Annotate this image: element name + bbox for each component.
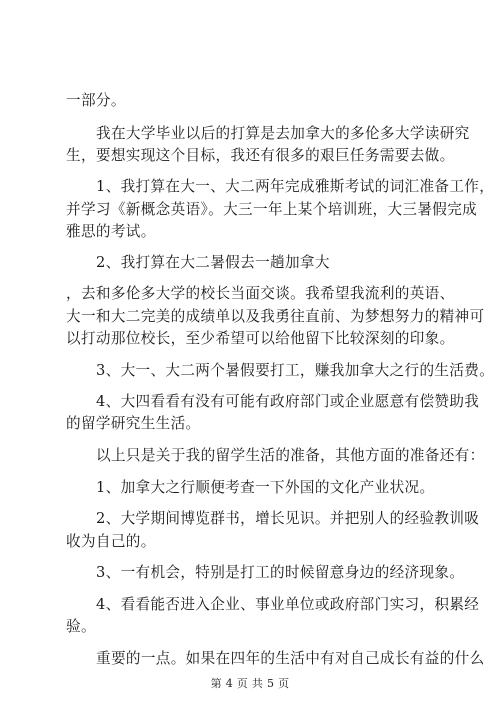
text-line-5: 并学习《新概念英语》。大三一年上某个培训班，大三暑假完成 (66, 201, 478, 218)
text-line-1: 一部分。 (66, 92, 126, 109)
text-line-19: 4、看看能否进入企业、事业单位或政府部门实习，积累经 (96, 596, 480, 613)
text-line-7: 2、我打算在大二暑假去一趟加拿大 (96, 254, 330, 271)
text-line-20: 验。 (66, 618, 96, 635)
text-line-15: 1、加拿大之行顺便考查一下外国的文化产业状况。 (96, 479, 435, 496)
text-line-6: 雅思的考试。 (66, 223, 156, 240)
text-line-18: 3、一有机会，特别是打工的时候留意身边的经济现象。 (96, 564, 465, 581)
text-line-2: 我在大学毕业以后的打算是去加拿大的多伦多大学读研究 (96, 125, 470, 142)
text-line-3: 生，要想实现这个目标，我还有很多的艰巨任务需要去做。 (66, 147, 455, 164)
text-line-17: 收为自己的。 (66, 533, 156, 550)
text-line-9: 大一和大二完美的成绩单以及我勇往直前、为梦想努力的精神可 (66, 308, 485, 325)
text-line-14: 以上只是关于我的留学生活的准备，其他方面的准备还有： (96, 447, 485, 464)
text-line-12: 4、大四看看有没有可能有政府部门或企业愿意有偿赞助我 (96, 393, 480, 410)
text-line-16: 2、大学期间博览群书，增长见识。并把别人的经验教训吸 (96, 510, 480, 527)
page-footer: 第 4 页 共 5 页 (210, 677, 290, 690)
text-line-8: ，去和多伦多大学的校长当面交谈。我希望我流利的英语、 (66, 285, 455, 302)
text-line-10: 以打动那位校长，至少希望可以给他留下比较深刻的印象。 (66, 330, 455, 347)
text-line-4: 1、我打算在大一、大二两年完成雅斯考试的词汇准备工作， (96, 178, 495, 195)
text-line-13: 的留学研究生生活。 (66, 415, 201, 432)
text-line-21: 重要的一点。如果在四年的生活中有对自己成长有益的什么 (96, 650, 485, 667)
text-line-11: 3、大一、大二两个暑假要打工，赚我加拿大之行的生活费。 (96, 362, 495, 379)
